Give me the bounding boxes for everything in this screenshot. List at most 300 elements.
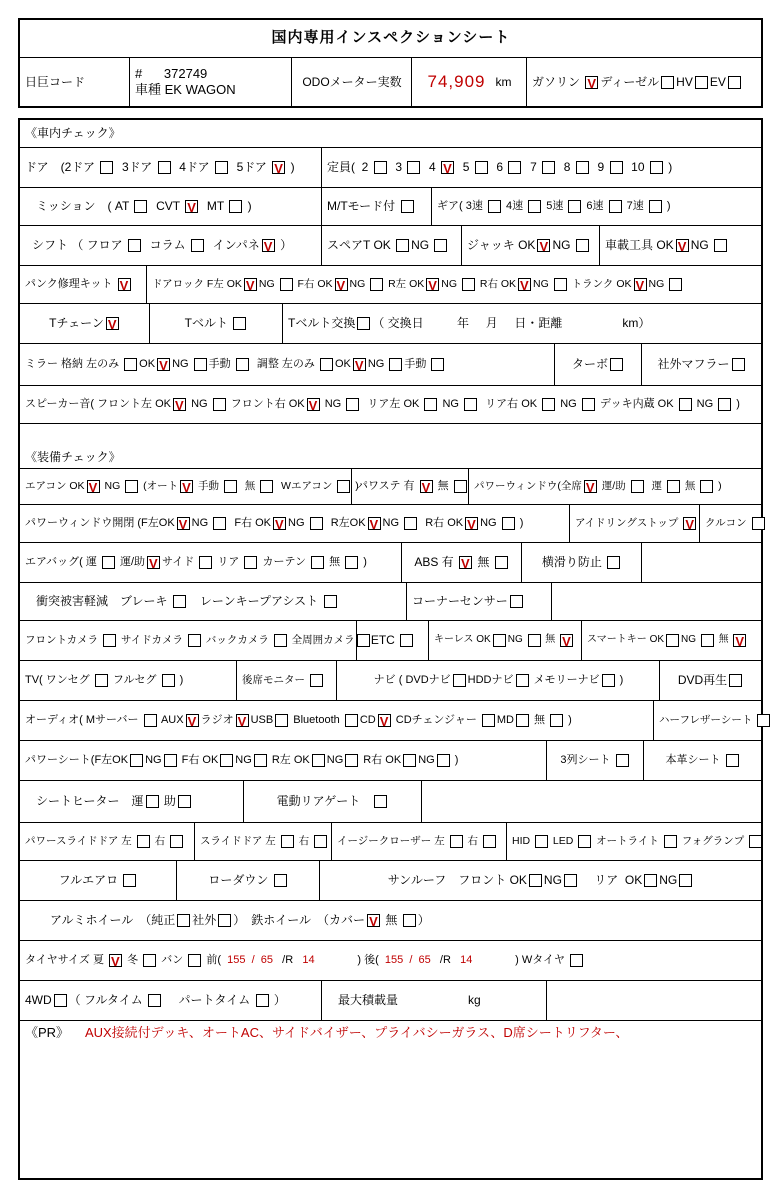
- checkbox-hid[interactable]: [535, 835, 548, 848]
- checkbox-front-camera[interactable]: [103, 634, 116, 647]
- label: ミラー 格納 左のみ: [25, 357, 123, 370]
- checkbox-airbag-driver[interactable]: [102, 556, 115, 569]
- checkbox-smart-key-ok[interactable]: [666, 634, 679, 647]
- cruise-control-cell: [700, 505, 771, 542]
- checkbox-pw-none[interactable]: [700, 480, 713, 493]
- checkbox-low-down[interactable]: [274, 874, 287, 887]
- checkbox-gear-6[interactable]: [609, 200, 622, 213]
- label: NG: [693, 397, 717, 410]
- checkbox-capacity-5[interactable]: [475, 161, 488, 174]
- gear-cell: [432, 188, 761, 225]
- checkbox-navi-dvd[interactable]: [453, 674, 466, 687]
- checkbox-gear-7[interactable]: [649, 200, 662, 213]
- checkbox-lock-rl-ng[interactable]: [462, 278, 475, 291]
- label: スライドドア 左: [200, 834, 279, 847]
- label: Bluetooth: [290, 713, 343, 726]
- checkbox-pseat-rl-ng[interactable]: [345, 754, 358, 767]
- checkbox-mirror-adjust-manual[interactable]: [431, 358, 444, 371]
- checkbox-keyless-ng[interactable]: [528, 634, 541, 647]
- value-red: 155 / 65: [384, 953, 431, 966]
- checkbox-navi-hdd[interactable]: [516, 674, 529, 687]
- checkbox-lock-fr-ng[interactable]: [370, 278, 383, 291]
- checkbox-pseat-rr-ng[interactable]: [437, 754, 450, 767]
- label: 9: [590, 160, 608, 174]
- wheels-row: [20, 901, 761, 941]
- label: 無: [238, 479, 259, 492]
- label: バックカメラ: [202, 633, 272, 646]
- label: スマートキー OK: [587, 634, 665, 646]
- label: シフト （ フロア: [32, 238, 127, 252]
- checkbox-door-5[interactable]: [272, 161, 285, 174]
- checkbox-mirror-fold-left-only[interactable]: [124, 358, 137, 371]
- checkbox-leather-seat[interactable]: [726, 754, 739, 767]
- value-red: 14: [302, 953, 315, 966]
- checkbox-speaker-rl-ng[interactable]: [464, 398, 477, 411]
- checkbox-pwop-rr-ok[interactable]: [465, 517, 478, 530]
- checkbox-mirror-fold-ng[interactable]: [194, 358, 207, 371]
- checkbox-sunroof-rear-ok[interactable]: [644, 874, 657, 887]
- checkbox-alloy-oem[interactable]: [177, 914, 190, 927]
- checkbox-power-slide-right[interactable]: [170, 835, 183, 848]
- low-down-cell: [177, 861, 320, 900]
- checkbox-tools-ok[interactable]: [676, 239, 689, 252]
- checkbox-capacity-8[interactable]: [576, 161, 589, 174]
- checkbox-capacity-2[interactable]: [374, 161, 387, 174]
- checkbox-tv-oneseg[interactable]: [95, 674, 108, 687]
- label: （ 交換日 年 月 日・距離 km）: [372, 316, 651, 330]
- checkbox-sunroof-front-ok[interactable]: [529, 874, 542, 887]
- empty-cell: [552, 583, 761, 620]
- checkbox-pseat-rl-ok[interactable]: [312, 754, 325, 767]
- checkbox-power-steering-no[interactable]: [454, 480, 467, 493]
- checkbox-slide-left[interactable]: [281, 835, 294, 848]
- label: CD: [359, 713, 376, 726]
- checkbox-fog-lamp[interactable]: [749, 835, 762, 848]
- checkbox-turbo[interactable]: [610, 358, 623, 371]
- checkbox-lock-fr-ok[interactable]: [335, 278, 348, 291]
- label: 手動: [404, 357, 430, 370]
- checkbox-smart-key-ng[interactable]: [701, 634, 714, 647]
- pw-operation-cell: [20, 505, 570, 542]
- checkbox-pseat-rr-ok[interactable]: [403, 754, 416, 767]
- checkbox-gear-3[interactable]: [488, 200, 501, 213]
- checkbox-lock-rr-ok[interactable]: [518, 278, 531, 291]
- checkbox-mirror-adjust-ng[interactable]: [389, 358, 402, 371]
- checkbox-mirror-fold-manual[interactable]: [236, 358, 249, 371]
- checkbox-pwop-fr-ok[interactable]: [273, 517, 286, 530]
- code-label-cell: [20, 58, 130, 106]
- checkbox-speaker-fr-ng[interactable]: [346, 398, 359, 411]
- checkbox-audio-none[interactable]: [550, 714, 563, 727]
- checkbox-mirror-adjust-ok[interactable]: [353, 358, 366, 371]
- checkbox-shift-column[interactable]: [191, 239, 204, 252]
- tire-size-cell: [20, 941, 761, 980]
- checkbox-speaker-fl-ok[interactable]: [173, 398, 186, 411]
- checkbox-fuel-ev[interactable]: [728, 76, 741, 89]
- checkbox-esc[interactable]: [607, 556, 620, 569]
- airbag-row: [20, 543, 761, 583]
- label: リア OK: [578, 873, 643, 887]
- label: 後席モニター: [242, 673, 308, 686]
- label: ナビ ( DVDナビ: [373, 673, 451, 686]
- label: キーレス OK: [434, 634, 491, 646]
- checkbox-abs-yes[interactable]: [459, 556, 472, 569]
- checkbox-mirror-fold-ok[interactable]: [157, 358, 170, 371]
- label: 社外: [192, 913, 217, 927]
- checkbox-smart-key-none[interactable]: [733, 634, 746, 647]
- label: スピーカー音( フロント左 OK: [25, 397, 172, 410]
- checkbox-capacity-7[interactable]: [542, 161, 555, 174]
- header-table: [18, 18, 763, 108]
- checkbox-pwop-fl-ok[interactable]: [177, 517, 190, 530]
- checkbox-dvd-play[interactable]: [729, 674, 742, 687]
- label: AUX: [158, 713, 184, 726]
- checkbox-corner-sensor[interactable]: [510, 595, 523, 608]
- label: メモリーナビ: [530, 673, 600, 686]
- label: コラム: [143, 238, 189, 252]
- 4wd-cell: [20, 981, 322, 1020]
- checkbox-mission-at[interactable]: [134, 200, 147, 213]
- checkbox-lock-trunk-ng[interactable]: [669, 278, 682, 291]
- checkbox-back-camera[interactable]: [274, 634, 287, 647]
- label: F右 OK: [228, 516, 272, 529]
- checkbox-audio-md[interactable]: [516, 714, 529, 727]
- checkbox-pseat-fr-ng[interactable]: [254, 754, 267, 767]
- checkbox-surround-camera[interactable]: [357, 634, 370, 647]
- checkbox-alloy-aftermarket[interactable]: [218, 914, 231, 927]
- checkbox-audio-m-server[interactable]: [144, 714, 157, 727]
- checkbox-auto-light[interactable]: [664, 835, 677, 848]
- label: NG: [382, 516, 403, 529]
- checkbox-speaker-rr-ok[interactable]: [542, 398, 555, 411]
- label: 最大積載量 kg: [338, 993, 481, 1007]
- label: 調整 左のみ: [250, 357, 318, 370]
- label: 電動リアゲート: [276, 794, 373, 808]
- label: 無: [681, 479, 699, 492]
- checkbox-lock-fl-ok[interactable]: [244, 278, 257, 291]
- label: ABS 有: [414, 555, 457, 569]
- checkbox-lock-rl-ok[interactable]: [426, 278, 439, 291]
- checkbox-puncture-repair-kit[interactable]: [118, 278, 131, 291]
- muffler-cell: [642, 344, 761, 385]
- checkbox-pwop-rr-ng[interactable]: [502, 517, 515, 530]
- checkbox-mt-mode[interactable]: [401, 200, 414, 213]
- label: HV: [676, 74, 693, 89]
- camera-row: [20, 621, 761, 661]
- label: NG: [681, 634, 699, 646]
- checkbox-speaker-fl-ng[interactable]: [213, 398, 226, 411]
- checkbox-mirror-adjust-left-only[interactable]: [320, 358, 333, 371]
- label: アイドリングストップ: [575, 516, 682, 529]
- checkbox-pseat-fl-ok[interactable]: [130, 754, 143, 767]
- checkbox-capacity-10[interactable]: [650, 161, 663, 174]
- camera-cell: [20, 621, 357, 660]
- checkbox-aircon-auto[interactable]: [180, 480, 193, 493]
- label: パートタイム: [163, 993, 254, 1007]
- mirror-cell: [20, 344, 555, 385]
- checkbox-airbag-curtain[interactable]: [311, 556, 324, 569]
- checkbox-spare-t-ok[interactable]: [396, 239, 409, 252]
- checkbox-aircon-ok[interactable]: [87, 480, 100, 493]
- checkbox-half-leather-seat[interactable]: [757, 714, 770, 727]
- checkbox-audio-cd-changer[interactable]: [482, 714, 495, 727]
- label: 6速: [583, 199, 607, 212]
- label: フロントカメラ: [25, 633, 102, 646]
- label: バン: [158, 953, 187, 966]
- label: USB: [250, 713, 274, 726]
- label: コーナーセンサー: [412, 594, 508, 608]
- checkbox-audio-cd[interactable]: [378, 714, 391, 727]
- value-red: 14: [460, 953, 473, 966]
- checkbox-tv-fullseg[interactable]: [162, 674, 175, 687]
- abs-cell: [402, 543, 522, 582]
- checkbox-full-aero[interactable]: [123, 874, 136, 887]
- label: 5: [456, 160, 473, 174]
- checkbox-sunroof-rear-ng[interactable]: [679, 874, 692, 887]
- checkbox-audio-bluetooth[interactable]: [345, 714, 358, 727]
- sheet-title: [20, 20, 761, 57]
- airbag-cell: [20, 543, 402, 582]
- checkbox-aircon-manual[interactable]: [224, 480, 237, 493]
- checkbox-pwop-rl-ng[interactable]: [404, 517, 417, 530]
- checkbox-tools-ng[interactable]: [714, 239, 727, 252]
- checkbox-pw-driver-passenger[interactable]: [631, 480, 644, 493]
- label: # 372749: [135, 65, 208, 81]
- checkbox-4wd-full-time[interactable]: [148, 994, 161, 1007]
- checkbox-pseat-fr-ok[interactable]: [220, 754, 233, 767]
- checkbox-t-belt[interactable]: [233, 317, 246, 330]
- label: 7速: [623, 199, 647, 212]
- checkbox-keyless-ok[interactable]: [493, 634, 506, 647]
- checkbox-slide-right[interactable]: [314, 835, 327, 848]
- checkbox-sunroof-front-ng[interactable]: [564, 874, 577, 887]
- checkbox-idling-stop[interactable]: [683, 517, 696, 530]
- label: MD: [496, 713, 514, 726]
- slide-door-cell: [195, 823, 332, 860]
- checkbox-navi-memory[interactable]: [602, 674, 615, 687]
- checkbox-airbag-driver-passenger[interactable]: [147, 556, 160, 569]
- shift-row: [20, 226, 761, 266]
- checkbox-fuel-diesel[interactable]: [661, 76, 674, 89]
- checkbox-aircon-none[interactable]: [260, 480, 273, 493]
- label: NG: [367, 357, 388, 370]
- checkbox-seat-heater-passenger[interactable]: [178, 795, 191, 808]
- label: NG: [690, 238, 713, 252]
- label: （ フルタイム: [68, 993, 147, 1007]
- label: ラジオ: [200, 713, 234, 726]
- label: 5速: [543, 199, 567, 212]
- checkbox-door-2[interactable]: [100, 161, 113, 174]
- label: CDチェンジャー: [392, 713, 480, 726]
- label: NG: [321, 397, 345, 410]
- label: (オート: [140, 479, 179, 492]
- checkbox-speaker-deck-ok[interactable]: [679, 398, 692, 411]
- 4wd-row: [20, 981, 761, 1021]
- checkbox-spare-t-ng[interactable]: [434, 239, 447, 252]
- aircon-row: [20, 469, 761, 505]
- checkbox-abs-no[interactable]: [495, 556, 508, 569]
- checkbox-capacity-3[interactable]: [407, 161, 420, 174]
- checkbox-jack-ok[interactable]: [537, 239, 550, 252]
- checkbox-lane-keep-assist[interactable]: [324, 595, 337, 608]
- label: Wエアコン: [275, 479, 336, 492]
- checkbox-audio-usb[interactable]: [275, 714, 288, 727]
- checkbox-airbag-side[interactable]: [199, 556, 212, 569]
- checkbox-pw-driver-only[interactable]: [667, 480, 680, 493]
- checkbox-airbag-rear[interactable]: [244, 556, 257, 569]
- checkbox-cruise-control[interactable]: [752, 517, 765, 530]
- wheels-cell: [20, 901, 761, 940]
- checkbox-keyless-none[interactable]: [560, 634, 573, 647]
- checkbox-gear-5[interactable]: [568, 200, 581, 213]
- aircon-cell: [20, 469, 359, 504]
- checkbox-audio-radio[interactable]: [236, 714, 249, 727]
- label: 無: [474, 555, 493, 569]
- checkbox-mission-mt[interactable]: [229, 200, 242, 213]
- label: NG: [235, 753, 252, 766]
- checkbox-capacity-6[interactable]: [508, 161, 521, 174]
- label: NG: [648, 277, 668, 290]
- label: Tベルト: [184, 316, 232, 330]
- checkbox-tire-summer[interactable]: [109, 954, 122, 967]
- label: 4ドア: [172, 160, 213, 174]
- label: 助: [160, 794, 176, 808]
- label: 10: [624, 160, 648, 174]
- section-equipment-check: [20, 424, 761, 469]
- checkbox-4wd-part-time[interactable]: [256, 994, 269, 1007]
- label: NG: [191, 516, 212, 529]
- label: ）: [417, 913, 430, 927]
- slide-door-row: [20, 823, 761, 861]
- label: R左OK: [324, 516, 366, 529]
- checkbox-pwop-fr-ng[interactable]: [310, 517, 323, 530]
- label: 無: [531, 713, 549, 726]
- checkbox-w-tire[interactable]: [570, 954, 583, 967]
- checkbox-easy-closer-right[interactable]: [483, 835, 496, 848]
- checkbox-mission-cvt[interactable]: [185, 200, 198, 213]
- checkbox-audio-aux[interactable]: [186, 714, 199, 727]
- label: リア: [214, 555, 243, 568]
- checkbox-speaker-deck-ng[interactable]: [718, 398, 731, 411]
- checkbox-seat-heater-driver[interactable]: [146, 795, 159, 808]
- label: エアバッグ( 運: [25, 555, 100, 568]
- label: 無: [542, 634, 559, 646]
- checkbox-aeb-brake[interactable]: [173, 595, 186, 608]
- checkbox-easy-closer-left[interactable]: [450, 835, 463, 848]
- label: パワステ 有: [357, 479, 418, 492]
- label: Tベルト交換: [288, 316, 356, 330]
- idling-stop-cell: [570, 505, 700, 542]
- checkbox-pw-all-seats[interactable]: [584, 480, 597, 493]
- checkbox-aftermarket-muffler[interactable]: [732, 358, 745, 371]
- mirror-row: [20, 344, 761, 386]
- checkbox-tire-winter[interactable]: [143, 954, 156, 967]
- checkbox-steel-cover[interactable]: [367, 914, 380, 927]
- checkbox-pwop-rl-ok[interactable]: [368, 517, 381, 530]
- label: 運: [645, 479, 665, 492]
- label: シートヒーター 運: [36, 794, 144, 808]
- checkbox-capacity-4[interactable]: [441, 161, 454, 174]
- audio-row: [20, 701, 761, 741]
- checkbox-capacity-9[interactable]: [610, 161, 623, 174]
- checkbox-etc[interactable]: [400, 634, 413, 647]
- easy-closer-cell: [332, 823, 507, 860]
- label: HID: [512, 834, 533, 847]
- label: NG: [439, 397, 463, 410]
- checkbox-door-3[interactable]: [158, 161, 171, 174]
- checkbox-led[interactable]: [578, 835, 591, 848]
- label: 無: [434, 479, 452, 492]
- checkbox-third-row-seat[interactable]: [616, 754, 629, 767]
- checkbox-lock-fl-ng[interactable]: [280, 278, 293, 291]
- checkbox-shift-inpane[interactable]: [262, 239, 275, 252]
- label: パンク修理キット: [25, 277, 116, 290]
- label: /R: [430, 953, 461, 966]
- label: 前(: [203, 953, 228, 966]
- checkbox-t-chain[interactable]: [106, 317, 119, 330]
- checkbox-tire-van[interactable]: [188, 954, 201, 967]
- label: ） 鉄ホイール （カバー: [233, 913, 366, 927]
- label: NG: [288, 516, 308, 529]
- checkbox-power-rear-gate[interactable]: [374, 795, 387, 808]
- checkbox-pseat-fl-ng[interactable]: [164, 754, 177, 767]
- tv-navi-row: [20, 661, 761, 701]
- label: フルセグ: [109, 673, 160, 686]
- label: 3ドア: [115, 160, 156, 174]
- checkbox-4wd[interactable]: [54, 994, 67, 1007]
- label: サンルーフ フロント OK: [387, 873, 527, 887]
- label: R右 OK: [476, 277, 517, 290]
- checkbox-gear-4[interactable]: [528, 200, 541, 213]
- checkbox-speaker-fr-ok[interactable]: [307, 398, 320, 411]
- checkbox-aircon-ng[interactable]: [125, 480, 138, 493]
- checkbox-lock-rr-ng[interactable]: [554, 278, 567, 291]
- checkbox-t-belt-exchange[interactable]: [357, 317, 370, 330]
- label: レーンキープアシスト: [187, 594, 322, 608]
- label: ): [287, 160, 295, 174]
- checkbox-speaker-rr-ng[interactable]: [582, 398, 595, 411]
- checkbox-fuel-hv[interactable]: [695, 76, 708, 89]
- label: NG: [411, 238, 433, 252]
- checkbox-shift-floor[interactable]: [128, 239, 141, 252]
- checkbox-speaker-rl-ok[interactable]: [424, 398, 437, 411]
- checkbox-door-4[interactable]: [215, 161, 228, 174]
- checkbox-steel-no-cover[interactable]: [403, 914, 416, 927]
- timing-row: [20, 304, 761, 344]
- label: NG: [172, 357, 192, 370]
- checkbox-airbag-none[interactable]: [345, 556, 358, 569]
- checkbox-power-steering-yes[interactable]: [420, 480, 433, 493]
- checkbox-side-camera[interactable]: [188, 634, 201, 647]
- label: F右 OK: [294, 277, 333, 290]
- label: パワーシート(F左OK: [25, 753, 129, 766]
- checkbox-lock-trunk-ok[interactable]: [634, 278, 647, 291]
- checkbox-power-slide-left[interactable]: [137, 835, 150, 848]
- checkbox-rear-monitor[interactable]: [310, 674, 323, 687]
- puncture-kit-cell: [20, 266, 147, 303]
- checkbox-pwop-fl-ng[interactable]: [213, 517, 226, 530]
- label: オーディオ( Mサーバー: [25, 713, 142, 726]
- checkbox-fuel-gasoline[interactable]: [585, 76, 598, 89]
- label: NG: [145, 753, 162, 766]
- empty-cell: [642, 543, 761, 582]
- label: ) Wタイヤ: [472, 953, 569, 966]
- section-interior-check: [20, 120, 761, 148]
- pr-cell: [20, 1021, 761, 1178]
- label: 車種 EK WAGON: [135, 82, 236, 97]
- checkbox-aircon-w[interactable]: [337, 480, 350, 493]
- checkbox-jack-ng[interactable]: [576, 239, 589, 252]
